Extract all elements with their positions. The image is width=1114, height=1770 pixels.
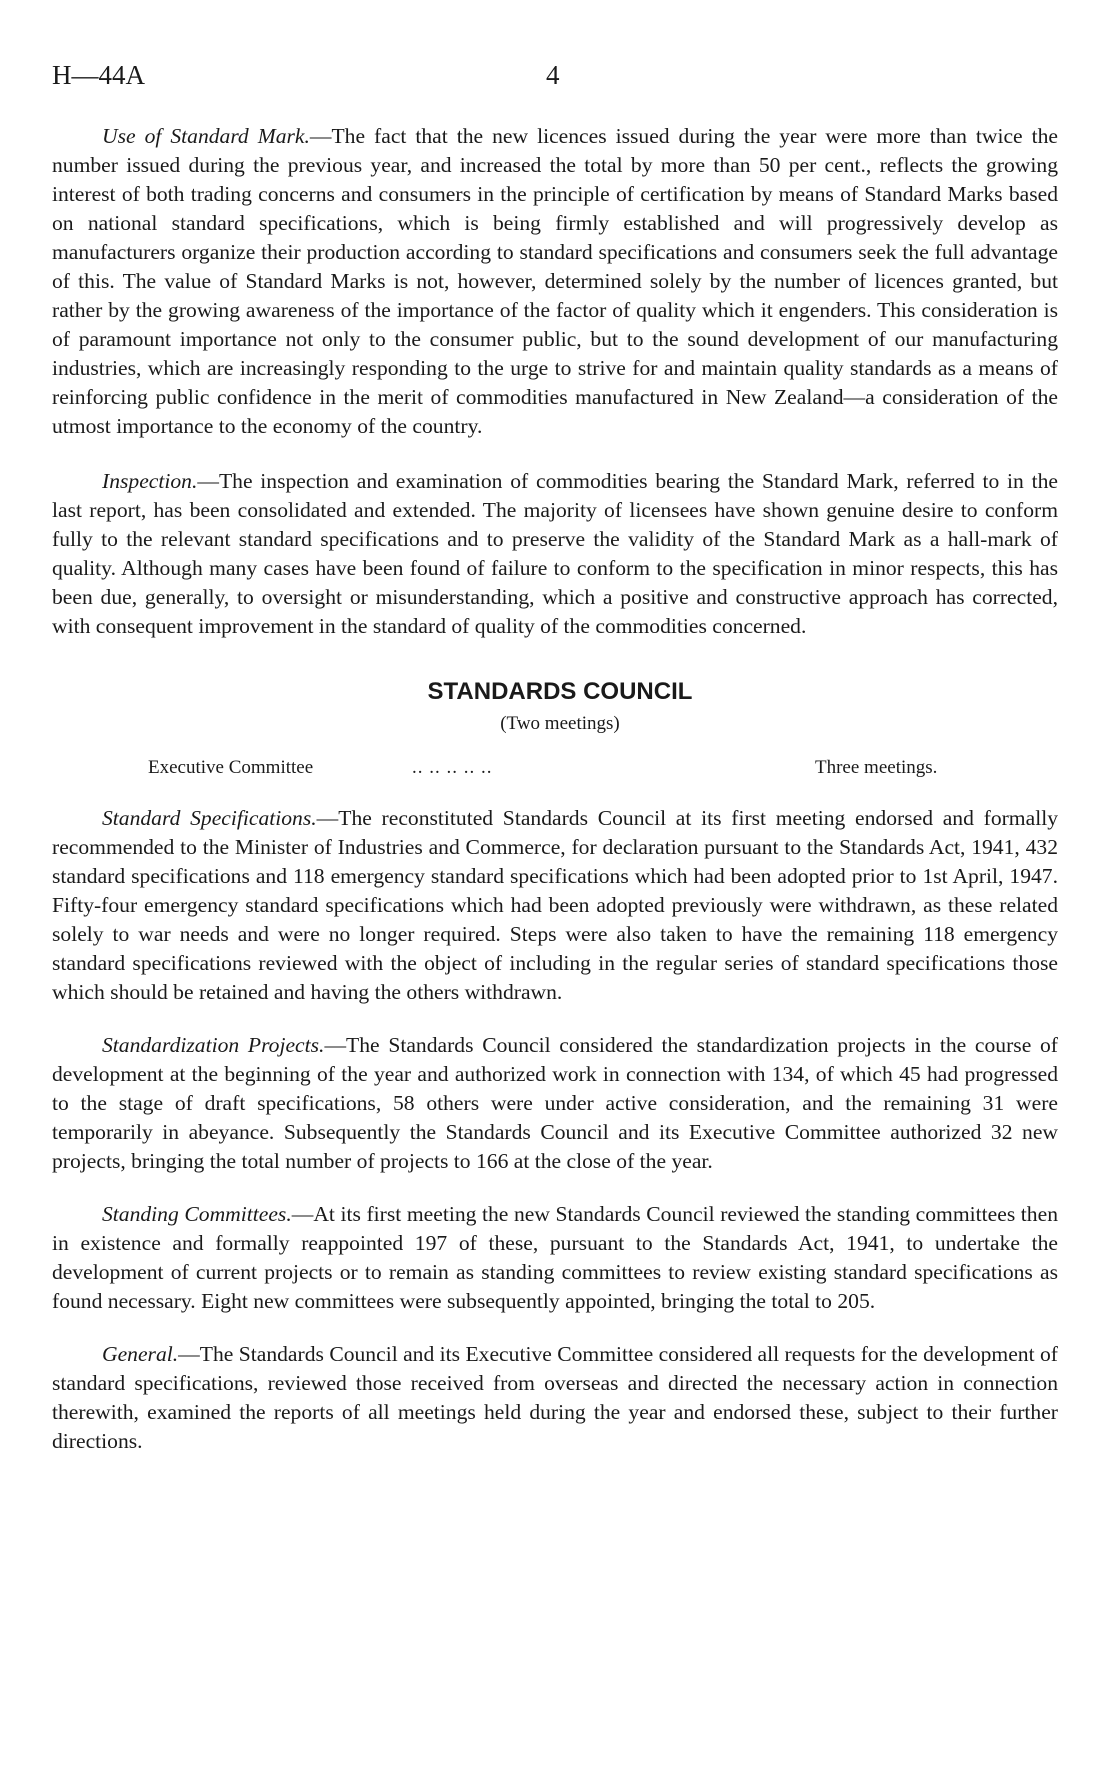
- section-subheading: (Two meetings): [500, 713, 620, 734]
- paragraph-gap: [52, 441, 1058, 467]
- paragraph-general: [52, 1340, 1058, 1456]
- running-head: [52, 60, 1058, 96]
- executive-committee-label: Executive Committee: [148, 757, 314, 778]
- dot-leaders: .. .. .. .. ..: [412, 757, 493, 778]
- paragraph-text: —At its first meeting the new Standards Council reviewed the standing committees then in existence and formally reappointed 197 of these, pursuant to the Standards Act, 1941, to undertake the development of current projects or to remain as standing committees to review existing standard specifications as found necessary. Eight new committees were subsequently appointed, bringing the total to 205.: [52, 1202, 1058, 1313]
- section-heading: STANDARDS COUNCIL: [427, 678, 693, 705]
- paragraph-standing-committees: [52, 1200, 1058, 1316]
- paragraph-text: —The inspection and examination of commodities bearing the Standard Mark, referred to in the last report, has been consolidated and extended. The majority of licensees have shown genuine desire to conform fully to the relevant standard specifications and to preserve the validity of the Standard Mark as a hall-mark of quality. Although many cases have been found of failure to conform to the specification in minor respects, this has been due, generally, to oversight or misunderstanding, which a positive and constructive approach has corrected, with consequent improvement in the standard of quality of the commodities concerned.: [52, 469, 1058, 638]
- paragraph-gap: [52, 1176, 1058, 1200]
- paragraph-gap: [52, 1007, 1058, 1031]
- paragraph-text: —The reconstituted Standards Council at its first meeting endorsed and formally recommended to the Minister of Industries and Commerce, for declaration pursuant to the Standards Act, 1941, 432 standard specifications and 118 emergency standard specifications which had been adopted prior to 1st April, 1947. Fifty-four emergency standard specifications which had been adopted previously were withdrawn, as these related solely to war needs and were no longer required. Steps were also taken to have the remaining 118 emergency standard specifications reviewed with the object of including in the regular series of standard specifications those which should be retained and having the others withdrawn.: [52, 806, 1058, 1004]
- paragraph-inspection: [52, 467, 1058, 641]
- paragraph-standardization-projects: [52, 1031, 1058, 1176]
- executive-committee-meetings: Three meetings.: [815, 757, 938, 778]
- executive-committee-row: [52, 753, 1058, 783]
- page-number: 4: [546, 60, 560, 90]
- paragraph-text: —The Standards Council and its Executive Committee considered all requests for the development of standard specifications, reviewed those received from overseas and directed the necessary action in connection therewith, examined the reports of all meetings held during the year and endorsed these, subject to their further directions.: [52, 1342, 1058, 1453]
- run-in-heading: Inspection.: [102, 469, 198, 493]
- paragraph-gap: [52, 783, 1058, 804]
- run-in-heading: General.: [102, 1342, 179, 1366]
- paragraph-standard-specifications: [52, 804, 1058, 1007]
- paragraph-text: —The fact that the new licences issued during the year were more than twice the number issued during the previous year, and increased the total by more than 50 per cent., reflects the growing interest of both trading concerns and consumers in the principle of certification by means of Standard Marks based on national standard specifications, which is being firmly established and will progressively develop as manufacturers organize their production according to standard specifications and consumers seek the full advantage of this. The value of Standard Marks is not, however, determined solely by the number of licences granted, but rather by the growing awareness of the importance of the factor of quality which it engenders. This consideration is of paramount importance not only to the consumer public, but to the sound development of our manufacturing industries, which are increasingly responding to the urge to strive for and maintain quality standards as a means of reinforcing public confidence in the merit of commodities manufactured in New Zealand—a consideration of the utmost importance to the economy of the country.: [52, 124, 1058, 438]
- run-in-heading: Standard Specifications.: [102, 806, 317, 830]
- paragraph-text: —The Standards Council considered the standardization projects in the course of development at the beginning of the year and authorized work in connection with 134, of which 45 had progressed to the stage of draft specifications, 58 others were under active consideration, and the remaining 31 were temporarily in abeyance. Subsequently the Standards Council and its Executive Committee authorized 32 new projects, bringing the total number of projects to 166 at the close of the year.: [52, 1033, 1058, 1173]
- paragraph-use-of-standard-mark: [52, 122, 1058, 441]
- run-in-heading: Use of Standard Mark.: [102, 124, 310, 148]
- run-in-heading: Standardization Projects.: [102, 1033, 325, 1057]
- body-text: [52, 122, 1058, 1456]
- run-in-heading: Standing Committees.: [102, 1202, 292, 1226]
- document-code: H—44A: [52, 60, 145, 90]
- paragraph-gap: [52, 1316, 1058, 1340]
